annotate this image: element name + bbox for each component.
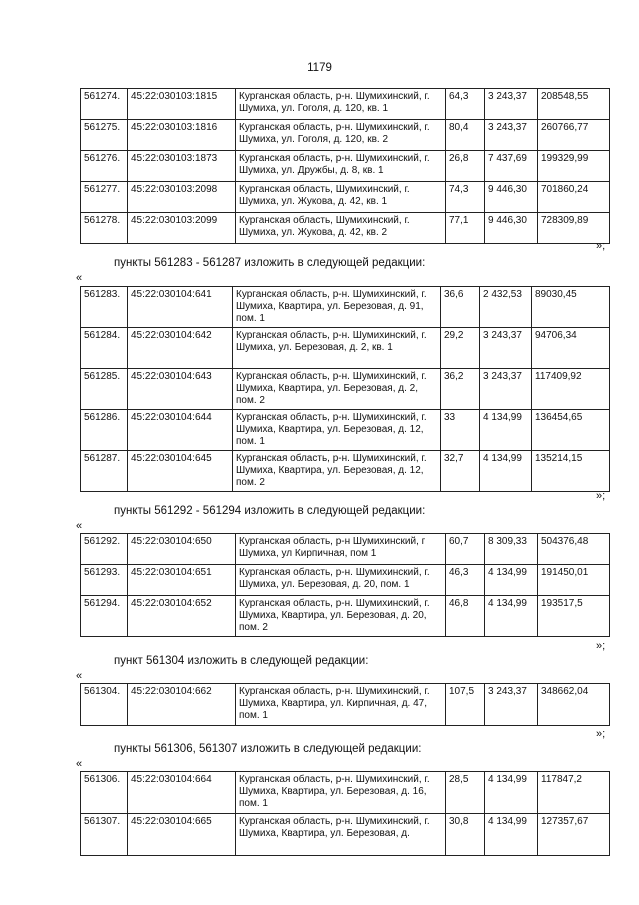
cadastral-number-cell: 45:22:030104:665 — [128, 814, 236, 856]
table-2-body — [81, 287, 610, 492]
area-cell: 60,7 — [446, 534, 485, 565]
section-heading-1: пункты 561283 - 561287 изложить в следующей редакции: — [114, 257, 426, 269]
cadastral-number-cell: 45:22:030104:652 — [128, 596, 236, 637]
cadastral-number-cell: 45:22:030104:643 — [128, 369, 233, 410]
section-heading-2: пункты 561292 - 561294 изложить в следующей редакции: — [114, 505, 426, 517]
cadastral-number-cell: 45:22:030103:1815 — [128, 89, 236, 120]
table-5 — [80, 771, 610, 856]
value-cell: 193517,5 — [538, 596, 610, 637]
table-1-body — [81, 89, 610, 244]
row-number-cell: 561292. — [81, 534, 128, 565]
cadastral-number-cell: 45:22:030103:1873 — [128, 151, 236, 182]
table-row — [81, 565, 610, 596]
row-number-cell: 561276. — [81, 151, 128, 182]
address-cell: Курганская область, Шумихинский, г. Шумиха, ул. Жукова, д. 42, кв. 1 — [236, 182, 446, 213]
cadastral-number-cell: 45:22:030103:1816 — [128, 120, 236, 151]
value-cell: 348662,04 — [538, 684, 610, 726]
closing-quote-2: »; — [596, 490, 606, 502]
cadastral-number-cell: 45:22:030104:662 — [128, 684, 236, 726]
table-row — [81, 89, 610, 120]
table-3-body — [81, 534, 610, 637]
table-1 — [80, 88, 610, 244]
rate-cell: 4 134,99 — [485, 596, 538, 637]
table-row — [81, 120, 610, 151]
rate-cell: 9 446,30 — [485, 213, 538, 244]
rate-cell: 4 134,99 — [480, 410, 532, 451]
value-cell: 94706,34 — [532, 328, 610, 369]
table-row — [81, 213, 610, 244]
area-cell: 36,2 — [441, 369, 480, 410]
value-cell: 208548,55 — [538, 89, 610, 120]
value-cell: 117409,92 — [532, 369, 610, 410]
area-cell: 26,8 — [446, 151, 485, 182]
cadastral-number-cell: 45:22:030104:664 — [128, 772, 236, 814]
rate-cell: 3 243,37 — [480, 328, 532, 369]
area-cell: 46,3 — [446, 565, 485, 596]
area-cell: 32,7 — [441, 451, 480, 492]
rate-cell: 9 446,30 — [485, 182, 538, 213]
rate-cell: 4 134,99 — [480, 451, 532, 492]
opening-quote-1: « — [76, 272, 83, 284]
address-cell: Курганская область, р-н. Шумихинский, г. Шумиха, Квартира, ул. Березовая, д. 20, пом. 2 — [236, 596, 446, 637]
area-cell: 36,6 — [441, 287, 480, 328]
area-cell: 29,2 — [441, 328, 480, 369]
rate-cell: 2 432,53 — [480, 287, 532, 328]
table-2 — [80, 286, 610, 492]
area-cell: 74,3 — [446, 182, 485, 213]
row-number-cell: 561306. — [81, 772, 128, 814]
rate-cell: 4 134,99 — [485, 565, 538, 596]
cadastral-number-cell: 45:22:030104:645 — [128, 451, 233, 492]
table-row — [81, 287, 610, 328]
rate-cell: 4 134,99 — [485, 814, 538, 856]
table-4 — [80, 683, 610, 726]
address-cell: Курганская область, р-н. Шумихинский, г. Шумиха, Квартира, ул. Кирпичная, д. 47, пом. 1 — [236, 684, 446, 726]
row-number-cell: 561307. — [81, 814, 128, 856]
area-cell: 30,8 — [446, 814, 485, 856]
value-cell: 135214,15 — [532, 451, 610, 492]
row-number-cell: 561293. — [81, 565, 128, 596]
row-number-cell: 561283. — [81, 287, 128, 328]
rate-cell: 3 243,37 — [485, 120, 538, 151]
row-number-cell: 561284. — [81, 328, 128, 369]
value-cell: 199329,99 — [538, 151, 610, 182]
table-row — [81, 814, 610, 856]
table-row — [81, 596, 610, 637]
table-row — [81, 151, 610, 182]
value-cell: 260766,77 — [538, 120, 610, 151]
row-number-cell: 561285. — [81, 369, 128, 410]
cadastral-number-cell: 45:22:030104:644 — [128, 410, 233, 451]
cadastral-number-cell: 45:22:030104:650 — [128, 534, 236, 565]
rate-cell: 4 134,99 — [485, 772, 538, 814]
area-cell: 28,5 — [446, 772, 485, 814]
value-cell: 701860,24 — [538, 182, 610, 213]
table-5-body — [81, 772, 610, 856]
value-cell: 191450,01 — [538, 565, 610, 596]
row-number-cell: 561294. — [81, 596, 128, 637]
opening-quote-4: « — [76, 758, 83, 770]
table-row — [81, 182, 610, 213]
row-number-cell: 561274. — [81, 89, 128, 120]
area-cell: 64,3 — [446, 89, 485, 120]
row-number-cell: 561278. — [81, 213, 128, 244]
table-row — [81, 369, 610, 410]
area-cell: 77,1 — [446, 213, 485, 244]
opening-quote-2: « — [76, 520, 83, 532]
address-cell: Курганская область, р-н. Шумихинский, г. Шумиха, Квартира, ул. Березовая, д. — [236, 814, 446, 856]
closing-quote-1: »; — [596, 240, 606, 252]
row-number-cell: 561287. — [81, 451, 128, 492]
value-cell: 89030,45 — [532, 287, 610, 328]
table-row — [81, 451, 610, 492]
address-cell: Курганская область, р-н. Шумихинский, г. Шумиха, ул. Гоголя, д. 120, кв. 1 — [236, 89, 446, 120]
opening-quote-3: « — [76, 670, 83, 682]
section-heading-3: пункт 561304 изложить в следующей редакции: — [114, 655, 369, 667]
address-cell: Курганская область, р-н. Шумихинский, г. Шумиха, ул. Березовая, д. 20, пом. 1 — [236, 565, 446, 596]
cadastral-number-cell: 45:22:030103:2098 — [128, 182, 236, 213]
rate-cell: 3 243,37 — [480, 369, 532, 410]
address-cell: Курганская область, р-н. Шумихинский, г. Шумиха, ул. Березовая, д. 2, кв. 1 — [233, 328, 441, 369]
table-4-body — [81, 684, 610, 726]
address-cell: Курганская область, р-н. Шумихинский, г. Шумиха, Квартира, ул. Березовая, д. 2, пом. 2 — [233, 369, 441, 410]
cadastral-number-cell: 45:22:030104:651 — [128, 565, 236, 596]
row-number-cell: 561275. — [81, 120, 128, 151]
cadastral-number-cell: 45:22:030104:642 — [128, 328, 233, 369]
value-cell: 504376,48 — [538, 534, 610, 565]
area-cell: 80,4 — [446, 120, 485, 151]
address-cell: Курганская область, р-н Шумихинский, г Шумиха, ул Кирпичная, пом 1 — [236, 534, 446, 565]
row-number-cell: 561277. — [81, 182, 128, 213]
address-cell: Курганская область, р-н. Шумихинский, г. Шумиха, Квартира, ул. Березовая, д. 16, пом. 1 — [236, 772, 446, 814]
table-row — [81, 534, 610, 565]
cadastral-number-cell: 45:22:030104:641 — [128, 287, 233, 328]
rate-cell: 8 309,33 — [485, 534, 538, 565]
rate-cell: 3 243,37 — [485, 89, 538, 120]
rate-cell: 7 437,69 — [485, 151, 538, 182]
page-number: 1179 — [307, 62, 332, 74]
closing-quote-3: »; — [596, 640, 606, 652]
value-cell: 136454,65 — [532, 410, 610, 451]
address-cell: Курганская область, р-н. Шумихинский, г. Шумиха, ул. Дружбы, д. 8, кв. 1 — [236, 151, 446, 182]
table-row — [81, 772, 610, 814]
address-cell: Курганская область, р-н. Шумихинский, г. Шумиха, Квартира, ул. Березовая, д. 12, пом. 1 — [233, 410, 441, 451]
table-row — [81, 410, 610, 451]
area-cell: 107,5 — [446, 684, 485, 726]
area-cell: 46,8 — [446, 596, 485, 637]
address-cell: Курганская область, р-н. Шумихинский, г. Шумиха, Квартира, ул. Березовая, д. 91, пом. 1 — [233, 287, 441, 328]
cadastral-number-cell: 45:22:030103:2099 — [128, 213, 236, 244]
value-cell: 117847,2 — [538, 772, 610, 814]
rate-cell: 3 243,37 — [485, 684, 538, 726]
table-row — [81, 684, 610, 726]
row-number-cell: 561286. — [81, 410, 128, 451]
value-cell: 127357,67 — [538, 814, 610, 856]
table-3 — [80, 533, 610, 637]
address-cell: Курганская область, р-н. Шумихинский, г. Шумиха, Квартира, ул. Березовая, д. 12, пом. 2 — [233, 451, 441, 492]
table-row — [81, 328, 610, 369]
row-number-cell: 561304. — [81, 684, 128, 726]
address-cell: Курганская область, р-н. Шумихинский, г. Шумиха, ул. Гоголя, д. 120, кв. 2 — [236, 120, 446, 151]
value-cell: 728309,89 — [538, 213, 610, 244]
address-cell: Курганская область, Шумихинский, г. Шумиха, ул. Жукова, д. 42, кв. 2 — [236, 213, 446, 244]
closing-quote-4: »; — [596, 728, 606, 740]
section-heading-4: пункты 561306, 561307 изложить в следующей редакции: — [114, 743, 422, 755]
area-cell: 33 — [441, 410, 480, 451]
